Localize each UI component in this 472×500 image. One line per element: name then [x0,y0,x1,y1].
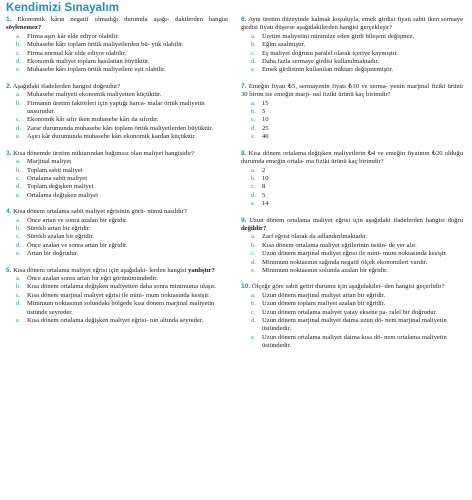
question-number: 8. [241,149,247,157]
question-number: 2. [6,82,12,90]
option-letter: d. [251,191,256,199]
answer-option [6,300,228,317]
answer-option [241,233,463,241]
answer-option [6,233,228,241]
option-text: Muhasebe kârı toplam örtük maliyetlerden bü- yük olabilir. [27,41,184,49]
option-text: Önce artan ve sonra azalan bir eğridir. [27,216,128,224]
option-text: Zarf eğrisi olarak da adlandırılmaktadır. [262,233,368,241]
answer-option [6,116,228,124]
option-letter: d. [251,58,256,66]
answer-option [6,317,228,325]
option-text: Ekonomik kâr sıfır iken muhasebe kârı da sıfırdır. [27,116,159,124]
option-letter: b. [251,174,256,182]
option-letter: e. [16,66,21,74]
option-letter: c. [251,183,256,191]
option-letter: b. [16,283,21,291]
question-stem [6,208,228,216]
option-letter: b. [16,41,21,49]
answer-option [241,250,463,258]
question-stem [6,83,228,91]
question-text: Kısa dönemde üretim miktarından bağımsız olan maliyet hangisidir? [13,149,195,157]
option-letter: d. [251,258,256,266]
option-text: Uzun dönem marjinal maliyet daima uzun dö- nem marjinal maliyetin üstündedir. [262,317,447,333]
question-stem [241,217,463,234]
answer-option [6,91,228,99]
question-text: Aşağıdaki ifadelerden hangisi doğrudur? [12,82,121,90]
option-text: 40 [262,133,269,141]
option-text: Minimum noktasının solundaki bölgede kısa dönem marjinal maliyetin üstünde seyreder. [27,300,215,316]
answer-option [241,133,463,141]
answer-option [6,50,228,58]
answer-option [241,167,463,175]
option-text: 15 [262,99,269,107]
answer-option [241,300,463,308]
question-text: Kısa dönem ortalama maliyet eğrisi için aşağıdaki- lerden hangisi [13,266,187,274]
option-text: Firmanın üretim faktörleri için yaptığı harca- malar örtük maliyetin unsurudur. [27,99,205,116]
option-letter: b. [251,108,256,116]
question-number: 1. [6,16,12,23]
option-text: Aşırı kâr durumunda muhasebe kârı ekonomik kardan küçüktür. [27,133,196,141]
option-letter: a. [251,166,256,174]
question-text: Aynı üretim düzeyinde kalmak koşuluyla, emek girdisi fiyatı sabit iken sermaye girdisi fiyatı düşerse aşağıdakilerden hangisi gerçekleşir? [241,16,463,32]
option-text: Muhasebe maliyeti ekonomik maliyetten küçüktür. [27,91,162,99]
option-letter: a. [16,274,21,282]
option-text: Uzun dönem toplam maliyet azalan bir eğridir. [262,300,386,308]
option-text: 25 [262,124,269,132]
option-letter: e. [16,317,21,324]
option-letter: c. [16,116,21,124]
question [6,208,228,258]
option-text: Kısa dönem marjinal maliyet eğrisi ile mini- mum noktasında kesişir. [27,291,210,299]
answer-option [241,309,463,317]
answer-option [6,58,228,66]
question-number: 5. [6,266,12,274]
answer-option [241,267,463,275]
question-text: Ölçeğe göre sabit getiri durumu için aşağıdakiler- den hangisi geçerlidir? [251,283,445,291]
answer-option [6,183,228,191]
option-letter: a. [251,291,256,299]
answer-option [241,317,463,334]
option-text: 10 [262,116,269,124]
answer-option [6,66,228,74]
option-letter: a. [251,233,256,241]
option-letter: b. [251,300,256,308]
answer-option [241,242,463,250]
option-text: 8 [262,183,266,191]
option-text: 5 [262,191,266,199]
answer-option [241,100,463,108]
answer-option [6,125,228,133]
option-text: Eş maliyet doğrusu paralel olarak içeriye kaymıştır. [262,49,399,57]
question-number: 4. [6,208,12,216]
option-letter: a. [251,32,256,40]
question-stem [241,83,463,100]
question-number: 10. [241,283,251,291]
answer-option [6,217,228,225]
answer-option [241,334,463,351]
option-letter: c. [251,250,256,258]
option-letter: a. [16,158,21,166]
answer-option [6,250,228,258]
option-letter: c. [251,116,256,124]
question [241,150,463,209]
question-stem [241,16,463,33]
answer-option [6,192,228,200]
option-letter: b. [16,166,21,174]
option-letter: e. [251,200,256,208]
option-text: Ekonomik maliyet toplam hasılattan büyüktür. [27,58,150,66]
option-letter: d. [251,124,256,132]
option-text: Firma aşırı kâr elde ediyor olabilir. [27,32,119,40]
option-letter: e. [251,333,256,341]
answer-option [241,125,463,133]
question-number: 6. [241,16,247,23]
left-question-column [6,16,228,333]
option-letter: a. [251,99,256,107]
answer-option [241,66,463,74]
option-letter: d. [16,58,21,66]
question-emphasis: değildir? [241,224,267,232]
answer-option [241,33,463,41]
option-text: Önce azalan sonra artan bir eğri görünümündedir. [27,274,158,282]
right-question-column [241,16,463,359]
option-letter: c. [16,174,21,182]
option-letter: e. [16,133,21,141]
question-text: Ekonomik kârın negatif olmadığı durumda aşağı- dakilerden hangisi [17,16,228,23]
question [6,150,228,200]
answer-option [6,33,228,41]
option-letter: c. [251,308,256,316]
option-text: Artan bir doğrudur. [27,250,79,258]
answer-option [241,200,463,208]
option-text: 14 [262,200,269,208]
option-letter: e. [251,133,256,141]
option-letter: d. [16,183,21,191]
option-letter: e. [251,266,256,274]
answer-option [241,108,463,116]
option-letter: d. [251,317,256,324]
option-letter: a. [16,91,21,99]
option-text: Ortalama değişken maliyet [27,191,99,199]
question-stem [241,283,463,291]
option-text: Kısa dönem ortalama değişken maliyetten daha sonra minimuma ulaşır. [27,283,216,291]
option-letter: c. [16,49,21,57]
question-stem [6,150,228,158]
question-emphasis: yanlıştır? [188,266,215,274]
question [6,16,228,75]
question-emphasis: söylenemez? [6,24,42,32]
option-letter: b. [251,41,256,49]
option-text: Minimum noktasının solunda azalan bir eğridir. [262,266,388,274]
question [241,83,463,142]
option-text: Üretim maliyetini minimize eden girdi bileşeni değişmez. [262,32,415,40]
option-text: Toplam sabit maliyet [27,166,83,174]
option-text: Sürekli artan bir eğridir. [27,224,91,232]
option-text: Ortalama sabit maliyet [27,174,88,182]
option-letter: d. [16,241,21,249]
option-letter: d. [16,124,21,132]
answer-option [241,116,463,124]
answer-option [241,41,463,49]
option-text: Kısa dönem ortalama değişken maliyet eğrisi- nin altında seyreder. [27,317,204,324]
option-letter: b. [16,99,21,107]
answer-option [241,175,463,183]
option-text: Muhasebe kârı toplam örtük maliyetlere eşit olabilir. [27,66,166,74]
option-text: Marjinal maliyet [27,158,72,166]
option-letter: c. [251,49,256,57]
answer-option [241,192,463,200]
option-text: Uzun dönem ortalama maliyet yatay eksene pa- ralel bir doğrudur. [262,308,438,316]
option-text: Kısa dönem ortalama maliyet eğrilerinin üstün- de yer alır. [262,241,417,249]
option-letter: a. [16,216,21,224]
answer-option [6,133,228,141]
option-letter: b. [16,224,21,232]
option-text: Minimum noktasının sağında negatif ölçek ekonomileri vardır. [262,258,428,266]
option-text: Önce azalan ve sonra artan bir eğridir. [27,241,128,249]
question-text: Kısa dönem ortalama değişken maliyetlerin ₺4 ve emeğin fiyatının ₺20 olduğu durumda emeğin ortala- ma fiziki ürünü kaç birimdir? [241,149,463,166]
question-number: 3. [6,149,12,157]
option-text: Sürekli azalan bir eğridir. [27,233,95,241]
question-stem [6,16,228,33]
question-text: Uzun dönem ortalama maliyet eğrisi için aşağıdaki ifadelerden hangisi doğru [249,216,463,224]
option-letter: e. [16,191,21,199]
answer-option [6,167,228,175]
answer-option [241,292,463,300]
option-text: Uzun dönem marjinal maliyet artan bir eğridir. [262,291,386,299]
question [241,283,463,350]
answer-option [241,50,463,58]
option-text: Daha fazla sermaye girdisi kullanılmaktadır. [262,58,379,66]
answer-option [6,225,228,233]
question [241,217,463,276]
option-letter: e. [16,250,21,258]
option-text: Uzun dönem marjinal maliyet eğrisi ile mini- mum noktasında kesişir. [262,250,447,258]
option-text: Toplam değişken maliyet [27,183,94,191]
question-stem [241,150,463,167]
option-letter: b. [251,241,256,249]
option-letter: c. [16,233,21,241]
option-text: Firma normal kâr elde ediyor olabilir. [27,49,127,57]
question [6,83,228,142]
question-stem [6,267,228,275]
option-letter: a. [16,32,21,40]
option-letter: d. [16,300,21,308]
option-text: Eğim azalmıştır. [262,41,306,49]
answer-option [6,283,228,291]
answer-option [6,292,228,300]
option-text: Emek girdisinin kullanılan miktarı değişmemiştir. [262,66,394,74]
answer-option [6,100,228,117]
answer-option [6,158,228,166]
option-text: 2 [262,166,266,174]
answer-option [6,275,228,283]
answer-option [241,58,463,66]
answer-option [241,259,463,267]
answer-option [6,41,228,49]
option-letter: e. [251,66,256,74]
option-text: Zarar durumunda muhasebe kârı toplam örtük maliyetlerden büyüktür. [27,124,214,132]
page-title: Kendimizi Sınayalım [6,2,120,14]
answer-option [241,183,463,191]
question [6,267,228,326]
option-text: 10 [262,174,269,182]
question [241,16,463,75]
answer-option [6,175,228,183]
option-text: 5 [262,108,266,116]
option-text: Uzun dönem ortalama maliyet daima kısa dö- nem ortalama maliyetin üstündedir. [262,333,447,350]
question-number: 7. [241,82,247,90]
question-text: Kısa dönem ortalama sabit maliyet eğrisinin görü- nümü nasıldır? [13,208,187,216]
answer-option [6,242,228,250]
question-number: 9. [241,216,247,224]
option-letter: c. [16,291,21,299]
question-text: Emeğin fiyatı ₺5, sermayenin fiyatı ₺10 ve serma- yenin marjinal fiziki ürünü 30 birim ise emeğin marji- nal fiziki ürünü kaç birimdir? [241,82,463,99]
